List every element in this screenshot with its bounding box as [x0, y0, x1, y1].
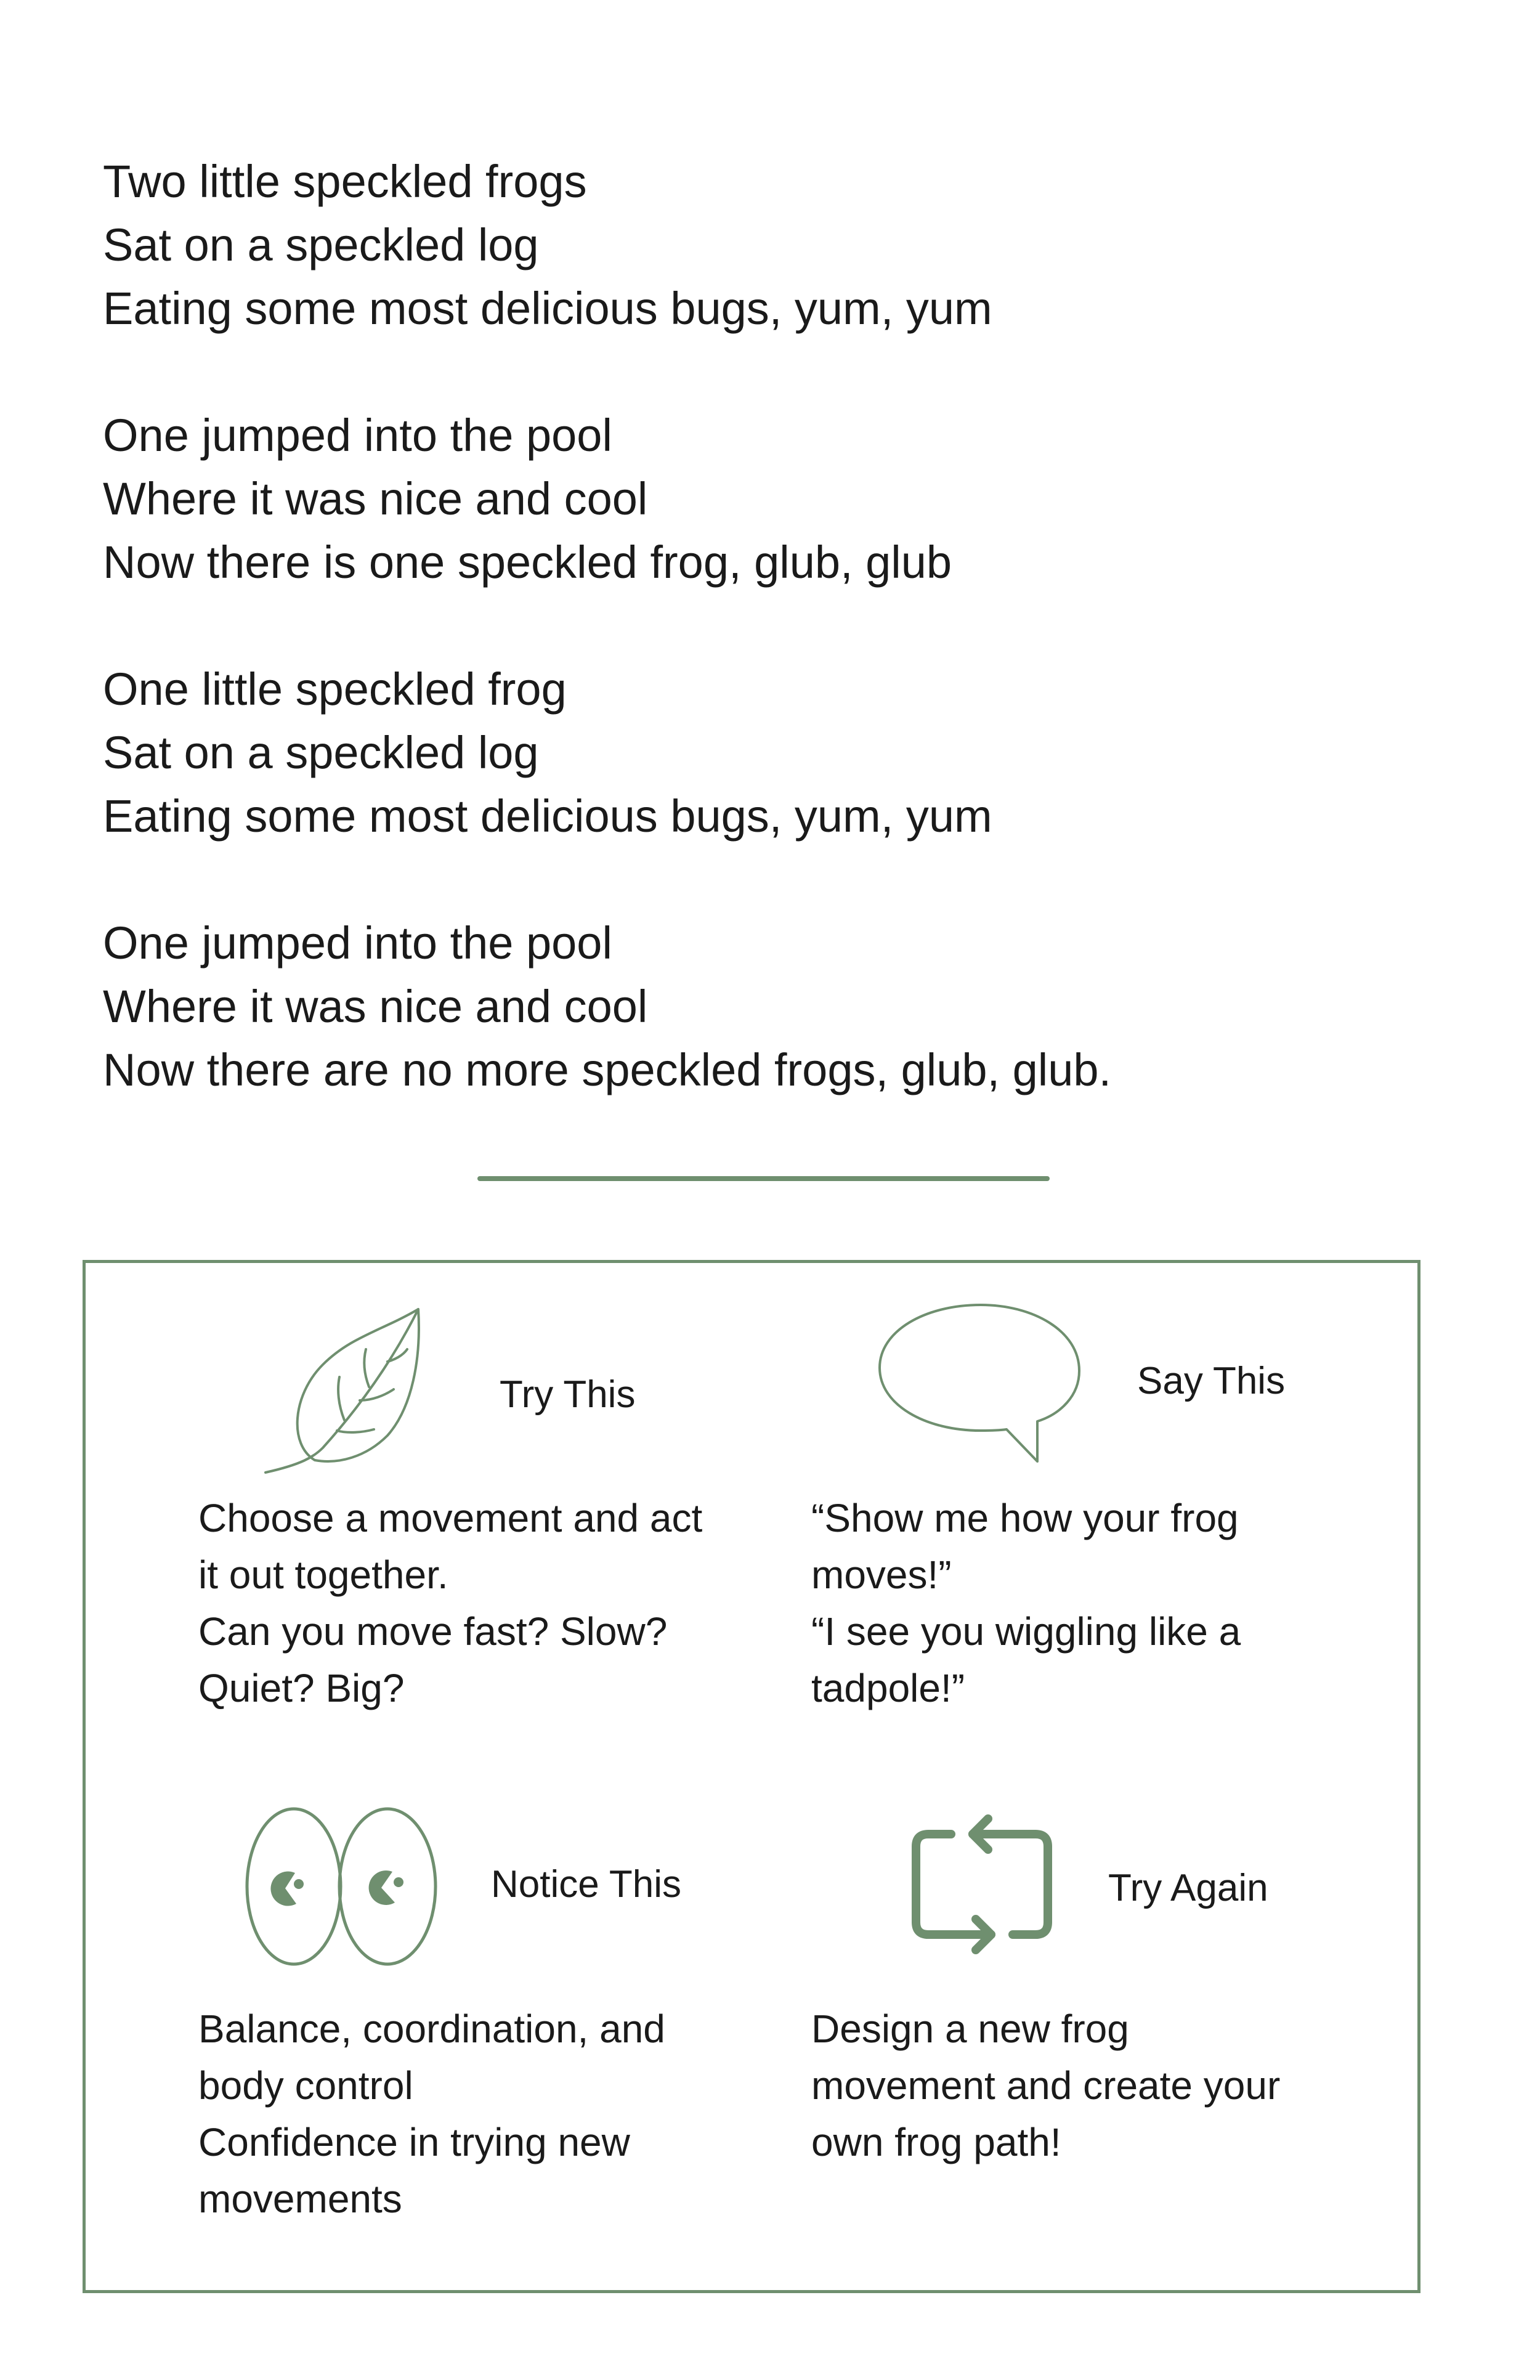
lyric-line: One little speckled frog: [103, 664, 567, 715]
tip-line: Choose a movement and act: [198, 1496, 703, 1540]
tip-body: [198, 1490, 740, 1716]
lyrics-stanza-4: [103, 911, 1396, 1102]
lyric-line: Eating some most delicious bugs, yum, yum: [103, 283, 992, 334]
tip-line: Balance, coordination, and: [198, 2007, 665, 2051]
tip-line: Confidence in trying new: [198, 2120, 630, 2164]
tip-line: moves!”: [811, 1553, 952, 1597]
eyes-icon: [245, 1805, 442, 1972]
tip-body: [811, 1490, 1353, 1716]
lyric-line: One jumped into the pool: [103, 917, 612, 969]
tip-line: Quiet? Big?: [198, 1666, 405, 1710]
repeat-icon: [905, 1808, 1059, 1972]
lyric-line: Where it was nice and cool: [103, 473, 648, 524]
tip-line: movements: [198, 2177, 402, 2221]
lyric-line: Now there are no more speckled frogs, glub, glub.: [103, 1044, 1112, 1095]
tip-heading: Notice This: [491, 1863, 681, 1906]
leaf-icon: [264, 1303, 424, 1476]
lyric-line: Where it was nice and cool: [103, 981, 648, 1032]
lyric-line: Two little speckled frogs: [103, 156, 587, 207]
tip-body: [198, 2000, 740, 2227]
section-divider: [477, 1176, 1050, 1181]
tip-line: “I see you wiggling like a: [811, 1609, 1241, 1654]
speech-bubble-icon: [876, 1300, 1085, 1466]
lyrics-stanza-1: [103, 150, 1396, 340]
tip-line: Design a new frog: [811, 2007, 1129, 2051]
lyrics-stanza-3: [103, 657, 1396, 848]
tip-heading: Try Again: [1108, 1867, 1268, 1909]
activity-tips-box: [83, 1260, 1420, 2293]
lyric-line: Sat on a speckled log: [103, 219, 539, 270]
song-lyrics: [103, 150, 1396, 1102]
lyric-line: One jumped into the pool: [103, 410, 612, 461]
tip-line: it out together.: [198, 1553, 448, 1597]
lyrics-stanza-2: [103, 404, 1396, 594]
tip-body: [811, 2000, 1353, 2171]
tip-line: tadpole!”: [811, 1666, 965, 1710]
tip-line: Can you move fast? Slow?: [198, 1609, 668, 1654]
tip-line: own frog path!: [811, 2120, 1061, 2164]
tip-line: movement and create your: [811, 2063, 1281, 2108]
lyric-line: Sat on a speckled log: [103, 727, 539, 778]
tip-line: “Show me how your frog: [811, 1496, 1239, 1540]
lyric-line: Now there is one speckled frog, glub, glub: [103, 537, 952, 588]
tip-heading: Try This: [500, 1373, 636, 1416]
lyric-line: Eating some most delicious bugs, yum, yum: [103, 790, 992, 842]
tip-heading: Say This: [1137, 1360, 1286, 1402]
tip-line: body control: [198, 2063, 413, 2108]
